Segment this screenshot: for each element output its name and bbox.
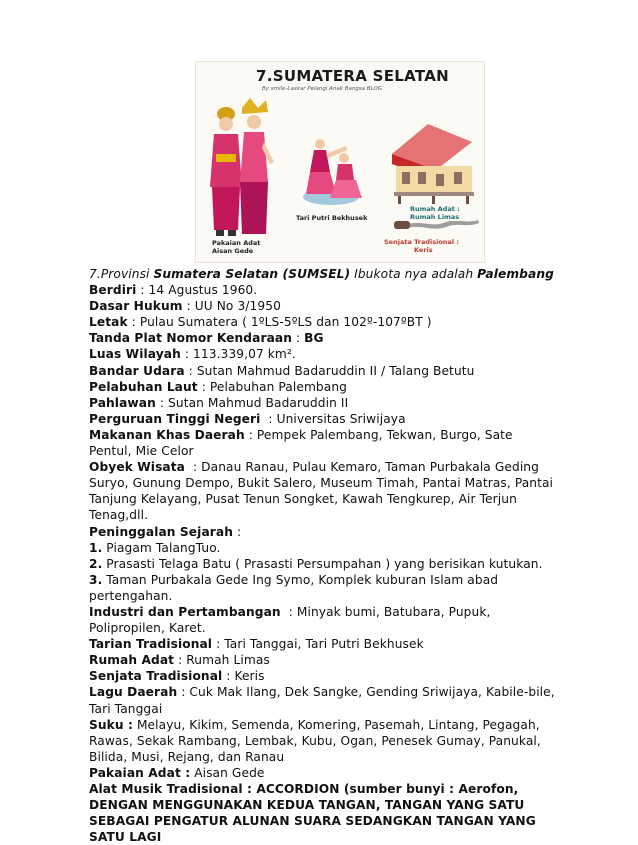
fact-suku: Suku : Melayu, Kikim, Semenda, Komering, Pasemah, Lintang, Pegagah, Rawas, Sekak Rambang, Lembak, Kubu, Ogan, Penesek Gumay, Panukal, Bilida, Musi, Rejang, dan Ranau bbox=[89, 717, 541, 764]
fact-bandar-udara: Bandar Udara : Sutan Mahmud Badaruddin II / Talang Betutu bbox=[89, 363, 475, 378]
caption-tari: Tari Putri Bekhusek bbox=[296, 214, 368, 222]
fact-letak: Letak : Pulau Sumatera ( 1ºLS-5ºLS dan 102º-107ºBT ) bbox=[89, 315, 432, 330]
fact-lagu-daerah: Lagu Daerah : Cuk Mak Ilang, Dek Sangke, Gending Sriwijaya, Kabile-bile, Tari Tanggai bbox=[89, 685, 555, 716]
illustration-title: 7.SUMATERA SELATAN bbox=[256, 67, 450, 85]
keris-weapon bbox=[394, 220, 479, 229]
fact-pakaian-adat: Pakaian Adat : Aisan Gede bbox=[89, 765, 265, 780]
fact-obyek-wisata: Obyek Wisata : Danau Ranau, Pulau Kemaro, Taman Purbakala Geding Suryo, Gunung Dempo, Bukit Salero, Museum Timah, Pantai Matras, Pantai Tanjung Kelayang, Pusat Tenun Songket, Kawah Tengkurep, Air Terjun Tenag,dll. bbox=[89, 460, 558, 523]
peninggalan-item: 2. Prasasti Telaga Batu ( Prasasti Persumpahan ) yang berisikan kutukan. bbox=[89, 556, 543, 571]
peninggalan-heading: Peninggalan Sejarah : bbox=[89, 524, 242, 539]
province-name: Sumatera Selatan (SUMSEL) bbox=[153, 267, 351, 281]
fact-rumah-adat: Rumah Adat : Rumah Limas bbox=[89, 653, 270, 668]
illustration-drawing bbox=[196, 62, 484, 262]
fact-alat-musik: Alat Musik Tradisional : ACCORDION (sumber bunyi : Aerofon, DENGAN MENGGUNAKAN KEDUA TANGAN, TANGAN YANG SATU SEBAGAI PENGATUR ALUNAN SUARA SEDANGKAN TANGAN YANG SATU LAGI bbox=[89, 782, 536, 845]
fact-luas-wilayah: Luas Wilayah : 113.339,07 km². bbox=[89, 347, 296, 362]
fact-perguruan-tinggi: Perguruan Tinggi Negeri : Universitas Sriwijaya bbox=[89, 411, 406, 426]
caption-pakaian-adat: Pakaian Adat Aisan Gede bbox=[212, 239, 261, 255]
traditional-couple bbox=[210, 98, 274, 236]
fact-industri: Industri dan Pertambangan : Minyak bumi, Batubara, Pupuk, Polipropilen, Karet. bbox=[89, 604, 495, 636]
fact-berdiri: Berdiri : 14 Agustus 1960. bbox=[89, 283, 258, 298]
peninggalan-item: 1. Piagam TalangTuo. bbox=[89, 540, 221, 555]
rumah-limas-house bbox=[392, 124, 474, 204]
peninggalan-item: 3. Taman Purbakala Gede Ing Symo, Komplek kuburan Islam abad pertengahan. bbox=[89, 572, 499, 603]
fact-plat-nomor: Tanda Plat Nomor Kendaraan : BG bbox=[89, 331, 324, 346]
fact-tarian: Tarian Tradisional : Tari Tanggai, Tari Putri Bekhusek bbox=[89, 637, 424, 652]
dancers-figure bbox=[303, 139, 362, 205]
caption-rumah-adat: Rumah Adat : Rumah Limas bbox=[410, 205, 460, 221]
caption-senjata: Senjata Tradisional : Keris bbox=[384, 238, 459, 254]
capital-city: Palembang bbox=[477, 267, 554, 281]
illustration-subtitle: By smile-Laskar Pelangi Anak Bangsa BLOG bbox=[262, 86, 383, 92]
fact-dasar-hukum: Dasar Hukum : UU No 3/1950 bbox=[89, 299, 281, 314]
heading-line: 7.Provinsi Sumatera Selatan (SUMSEL) Ibukota nya adalah Palembang bbox=[89, 267, 554, 281]
fact-makanan-khas: Makanan Khas Daerah : Pempek Palembang, Tekwan, Burgo, Sate Pentul, Mie Celor bbox=[89, 427, 513, 459]
fact-pahlawan: Pahlawan : Sutan Mahmud Badaruddin II bbox=[89, 395, 349, 410]
province-illustration bbox=[195, 61, 485, 263]
fact-pelabuhan: Pelabuhan Laut : Pelabuhan Palembang bbox=[89, 379, 347, 394]
fact-senjata: Senjata Tradisional : Keris bbox=[89, 669, 265, 684]
province-description bbox=[89, 266, 559, 845]
